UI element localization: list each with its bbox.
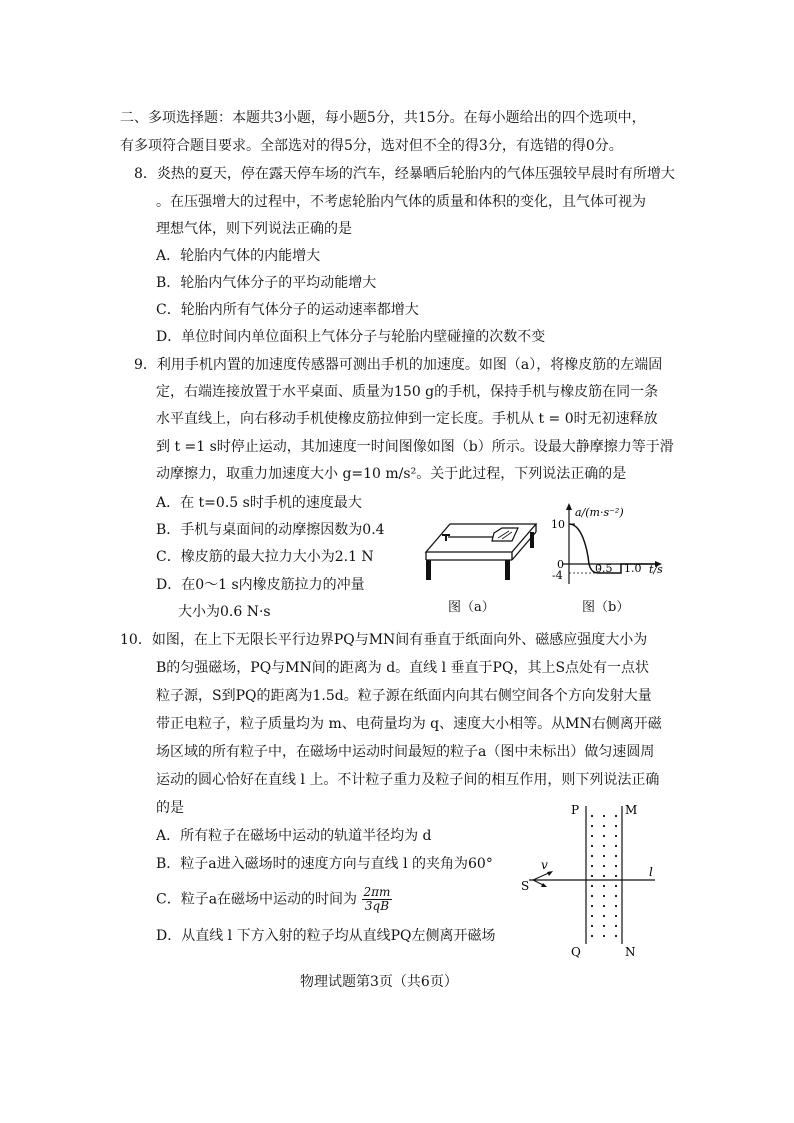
field-dot [591,815,593,817]
field-dot [591,845,593,847]
q8-option-c: C．轮胎内所有气体分子的运动速率都增大 [156,302,419,318]
q9-line4: 到 t =1 s时停止运动，其加速度一时间图像如图（b）所示。设最大静摩擦力等于滑 [156,439,674,455]
field-dot [603,875,605,877]
field-dot [615,845,617,847]
field-dot [591,855,593,857]
field-dot [615,875,617,877]
q9-option-a: A．在 t=0.5 s时手机的速度最大 [156,495,362,511]
graph-ylabel: a/(m·s⁻²) [575,506,624,519]
field-dot [591,915,593,917]
field-dot [603,865,605,867]
field-dot [603,855,605,857]
phone-icon [492,528,518,541]
field-dot [615,905,617,907]
field-dot [615,885,617,887]
section-header-line2: 有多项符合题目要求。全部选对的得5分，选对但不全的得3分，有选错的得0分。 [120,138,623,154]
field-dot [603,895,605,897]
field-dot [591,875,593,877]
q8-option-a: A．轮胎内气体的内能增大 [156,248,321,264]
y-tick-10: 10 [551,518,565,531]
q10-line7: 的是 [156,800,184,816]
field-dot [615,895,617,897]
y-tick-neg4: -4 [552,569,563,582]
field-dots [591,815,617,937]
field-dot [591,885,593,887]
field-dot [615,855,617,857]
field-dot [615,915,617,917]
y-tick-0: 0 [557,558,564,571]
q10-line6: 运动的圆心恰好在直线 l 上。不计粒子重力及粒子间的相互作用，则下列说法正确 [156,772,660,788]
figure-b-caption: 图（b） [582,600,630,615]
q9-option-c: C．橡皮筋的最大拉力大小为2.1 N [156,549,374,565]
field-dot [603,885,605,887]
section-header-line1: 二、多项选择题：本题共3小题，每小题5分，共15分。在每小题给出的四个选项中， [120,110,646,126]
fraction-denominator: 3qB [364,899,390,913]
field-dot [603,905,605,907]
label-n: N [625,945,636,959]
field-dot [615,825,617,827]
label-p: P [571,803,580,817]
q10-option-c [156,886,392,913]
field-dot [603,815,605,817]
q10-line5: 场区域的所有粒子中，在磁场中运动时间最短的粒子a（图中未标出）做匀速圆周 [156,744,655,760]
pin-icon [442,535,450,541]
label-v: v [541,858,548,872]
field-dot [591,835,593,837]
field-dot [615,865,617,867]
q8-line3: 理想气体，则下列说法正确的是 [156,221,352,237]
field-dot [615,925,617,927]
field-dot [591,905,593,907]
q10-line3: 粒子源，S到PQ的距离为1.5d。粒子源在纸面内向其右侧空间各个方向发射大量 [156,688,652,704]
q8-option-d: D．单位时间内单位面积上气体分子与轮胎内壁碰撞的次数不变 [156,329,546,345]
q9-line5: 动摩擦力，取重力加速度大小 g=10 m/s²。关于此过程，下列说法正确的是 [156,466,627,482]
field-dot [615,815,617,817]
figure-a-table [408,510,538,590]
field-dot [603,915,605,917]
q9-line2: 定，右端连接放置于水平桌面、质量为150 g的手机，保持手机与橡皮筋在同一条 [156,384,659,400]
field-dot [591,865,593,867]
q10-option-a: A．所有粒子在磁场中运动的轨道半径均为 d [156,828,432,844]
x-tick-0.5: 0.5 [595,562,613,575]
field-dot [615,935,617,937]
field-dot [615,835,617,837]
q10-line1: 10．如图，在上下无限长平行边界PQ与MN间有垂直于纸面向外、磁感应强度大小为 [120,632,648,648]
page-footer: 物理试题第3页（共6页） [300,974,458,990]
field-dot [603,835,605,837]
q8-line1: 8．炎热的夏天，停在露天停车场的汽车，经暴晒后轮胎内的气体压强较早晨时有所增大 [134,166,675,182]
label-q: Q [571,945,581,959]
velocity-arrows-icon [533,871,553,887]
q10-line2: B的匀强磁场，PQ与MN间的距离为 d。直线 l 垂直于PQ，其上S点处有一点状 [156,660,650,676]
q9-line3: 水平直线上，向右移动手机使橡皮筋拉伸到一定长度。手机从 t = 0时无初速释放 [156,411,658,427]
label-s: S [521,879,530,893]
q9-line1: 9．利用手机内置的加速度传感器可测出手机的加速度。如图（a），将橡皮筋的左端固 [134,357,663,373]
field-dot [603,925,605,927]
figure-b-graph [545,500,670,592]
field-dot [603,845,605,847]
field-dot [591,895,593,897]
field-dot [603,825,605,827]
magnetic-field-figure [515,796,665,966]
q9-option-d-cont: 大小为0.6 N·s [178,604,271,620]
field-dot [591,825,593,827]
q8-line2: 。在压强增大的过程中，不考虑轮胎内气体的质量和体积的变化，且气体可视为 [156,194,646,210]
field-dot [591,925,593,927]
figure-a-caption: 图（a） [448,600,495,615]
q10-option-c-fraction [362,886,393,913]
label-l: l [649,865,653,879]
field-dot [603,935,605,937]
q8-option-b: B．轮胎内气体分子的平均动能增大 [156,275,377,291]
fraction-numerator: 2πm [363,885,391,899]
q9-option-d: D．在0～1 s内橡皮筋拉力的冲量 [156,577,365,593]
label-m: M [625,803,638,817]
q10-option-b: B．粒子a进入磁场时的速度方向与直线 l 的夹角为60° [156,856,493,872]
q10-line4: 带正电粒子，粒子质量均为 m、电荷量均为 q、速度大小相等。从MN右侧离开磁 [156,716,662,732]
q10-option-d: D．从直线 l 下方入射的粒子均从直线PQ左侧离开磁场 [156,928,496,944]
q9-option-b: B．手机与桌面间的动摩擦因数为0.4 [156,522,385,538]
q10-option-c-text: C．粒子a在磁场中运动的时间为 [156,891,358,908]
field-dot [591,935,593,937]
graph-xlabel: t/s [649,563,663,576]
x-tick-1.0: 1.0 [624,562,642,575]
